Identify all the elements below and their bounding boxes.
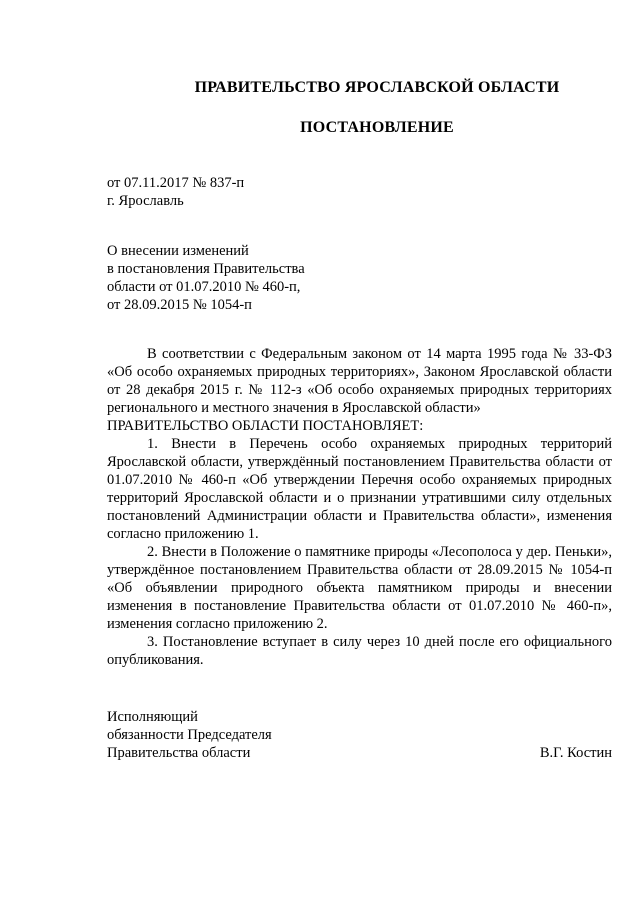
item-2-paragraph: 2. Внести в Положение о памятнике природы «Лесополоса у дер. Пеньки», утверждённое постановлением Правительства области от 28.09.2015 № 1054-п «Об объявлении природного объекта памятником природы и внесении изменения в постановление Правительства области от 01.07.2010 № 460-п», изменения согласно приложению 2. (107, 544, 612, 632)
subject-line: области от 01.07.2010 № 460-п, (107, 279, 301, 295)
signature-block (107, 708, 612, 762)
signer-position-line: обязанности Председателя (107, 727, 272, 743)
item-1-paragraph: 1. Внести в Перечень особо охраняемых природных территорий Ярославской области, утверждённый постановлением Правительства области от 01.07.2010 № 460-п «Об утверждении Перечня особо охраняемых природных территорий Ярославской области и о признании утратившими силу отдельных постановлений Администрации области и Правительства области», изменения согласно приложению 1. (107, 436, 612, 542)
subject-line: в постановления Правительства (107, 261, 305, 277)
document-subject (107, 242, 305, 314)
document-details (107, 174, 244, 210)
government-title: ПРАВИТЕЛЬСТВО ЯРОСЛАВСКОЙ ОБЛАСТИ (194, 79, 560, 96)
document-type-title: ПОСТАНОВЛЕНИЕ (300, 119, 454, 136)
signer-position-row (107, 744, 612, 762)
signer-position-line: Правительства области (107, 745, 251, 761)
subject-line: от 28.09.2015 № 1054-п (107, 297, 252, 313)
signer-name: В.Г. Костин (539, 745, 612, 761)
date-number: от 07.11.2017 № 837-п (107, 175, 245, 191)
item-3-paragraph: 3. Постановление вступает в силу через 10 дней после его официального опубликования. (107, 634, 612, 668)
document-body (107, 345, 612, 669)
preamble-paragraph: В соответствии с Федеральным законом от 14 марта 1995 года № 33-ФЗ «Об особо охраняемых природных территориях», Законом Ярославской области от 28 декабря 2015 г. № 112-з «Об особо охраняемых природных территориях регионального и местного значения в Ярославской области» (107, 346, 612, 416)
signer-position-line: Исполняющий (107, 709, 198, 725)
decree-line: ПРАВИТЕЛЬСТВО ОБЛАСТИ ПОСТАНОВЛЯЕТ: (107, 418, 424, 434)
city: г. Ярославль (107, 193, 184, 209)
subject-line: О внесении изменений (107, 243, 249, 259)
